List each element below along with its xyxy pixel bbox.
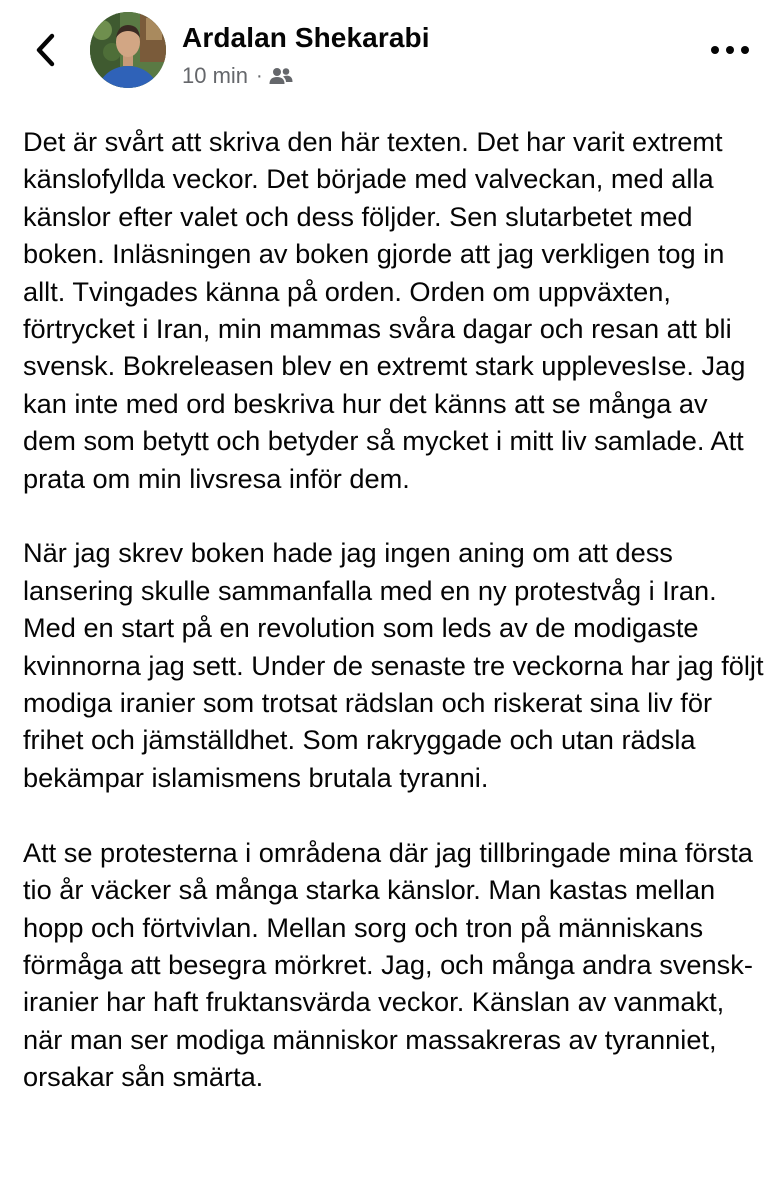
meta-separator: · bbox=[256, 64, 263, 87]
post-text bbox=[23, 123, 768, 1133]
more-horizontal-icon bbox=[710, 45, 750, 55]
post-paragraph: Att se protesterna i områdena där jag tillbringade mina första tio år väcker så många starka känslor. Man kastas mellan hopp och förtvivlan. Mellan sorg och tron på människans förmåga att besegra mörkret. Jag, och många andra svensk-iranier har haft fruktansvärda veckor. Känslan av vanmakt, när man ser modiga människor massakreras av tyranniet, orsakar sån smärta. bbox=[23, 836, 753, 1093]
post-timestamp[interactable]: 10 min bbox=[182, 63, 249, 88]
author-name[interactable]: Ardalan Shekarabi bbox=[182, 22, 430, 53]
back-button[interactable] bbox=[28, 28, 64, 72]
post-header bbox=[0, 0, 776, 100]
post-meta bbox=[182, 62, 293, 90]
post-paragraph: När jag skrev boken hade jag ingen aning om att dess lansering skulle sammanfalla med en ny protestvåg i Iran. Med en start på en revolution som leds av de modigaste kvinnorna jag sett. Under de senaste tre veckorna har jag följt modiga iranier som trotsat rädslan och riskerat sina liv för frihet och jämställdhet. Som rakryggade och utan rädsla bekämpar islamismens brutala tyranni. bbox=[23, 537, 764, 793]
friends-icon[interactable] bbox=[269, 66, 293, 86]
author-photo bbox=[90, 12, 166, 88]
avatar[interactable] bbox=[90, 12, 166, 88]
chevron-left-icon bbox=[35, 33, 57, 67]
more-options-button[interactable] bbox=[706, 34, 754, 66]
post-paragraph: Det är svårt att skriva den här texten. Det har varit extremt känslofyllda veckor. Det började med valveckan, med alla känslor efter valet och dess följder. Sen slutarbetet med boken. Inläsningen av boken gjorde att jag verkligen tog in allt. Tvingades känna på orden. Orden om uppväxten, förtrycket i Iran, min mammas svåra dagar och resan att bli svensk. Bokreleasen blev en extremt stark upplevesIse. Jag kan inte med ord beskriva hur det känns att se många av dem som betytt och betyder så mycket i mitt liv samlade. Att prata om min livsresa inför dem. bbox=[23, 126, 746, 494]
